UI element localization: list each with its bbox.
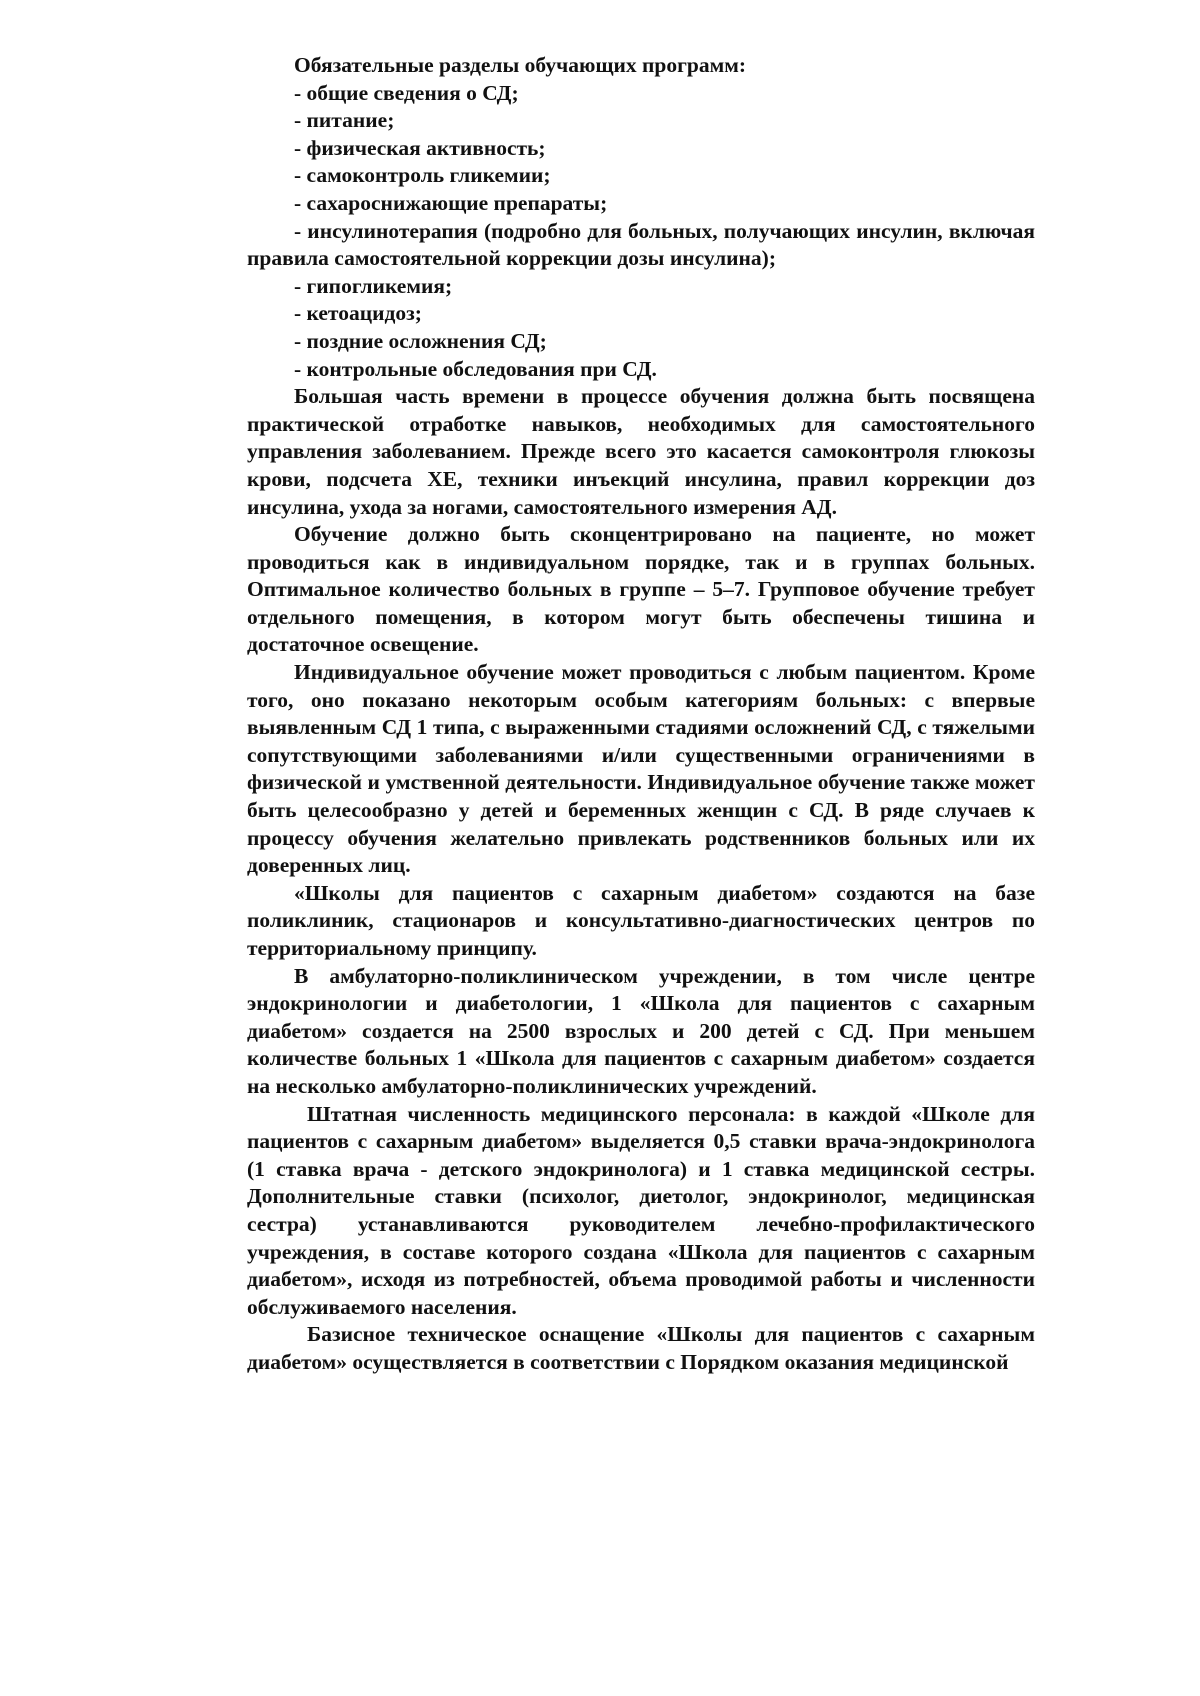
list-item: - самоконтроль гликемии; bbox=[294, 163, 551, 188]
list-item: - общие сведения о СД; bbox=[294, 80, 519, 105]
list-item: - гипогликемия; bbox=[294, 273, 453, 298]
list-item: - физическая активность; bbox=[294, 135, 546, 160]
paragraph-individual-training: Индивидуальное обучение может проводиться с любым пациентом. Кроме того, оно показано некоторым особым категориям больных: с впервые выявленным СД 1 типа, с выраженными стадиями осложнений СД, с тяжелыми сопутствующими заболеваниями и/или существенными ограничениями в физической и умственной деятельности. Индивидуальное обучение также может быть целесообразно у детей и беременных женщин с СД. В ряде случаев к процессу обучения желательно привлекать родственников больных или их доверенных лиц. bbox=[247, 660, 1035, 878]
list-item: - сахароснижающие препараты; bbox=[294, 190, 608, 215]
program-sections-list bbox=[247, 80, 1035, 384]
list-item: - контрольные обследования при СД. bbox=[294, 356, 657, 381]
list-item: - инсулинотерапия (подробно для больных, получающих инсулин, включая правила самостоятельной коррекции дозы инсулина); bbox=[247, 218, 1035, 271]
program-sections-heading: Обязательные разделы обучающих программ: bbox=[294, 53, 747, 77]
paragraph-equipment: Базисное техническое оснащение «Школы для пациентов с сахарным диабетом» осуществляется в соответствии с Порядком оказания медицинской bbox=[247, 1322, 1035, 1374]
list-item: - питание; bbox=[294, 108, 395, 133]
paragraph-staffing: Штатная численность медицинского персонала: в каждой «Школе для пациентов с сахарным диабетом» выделяется 0,5 ставки врача-эндокринолога (1 ставка врача - детского эндокринолога) и 1 ставка медицинской сестры. Дополнительные ставки (психолог, диетолог, эндокринолог, медицинская сестра) устанавливаются руководителем лечебно-профилактического учреждения, в составе которого создана «Школа для пациентов с сахарным диабетом», исходя из потребностей, объема проводимой работы и численности обслуживаемого населения. bbox=[247, 1101, 1035, 1319]
list-item: - кетоацидоз; bbox=[294, 301, 422, 326]
paragraph-group-training: Обучение должно быть сконцентрировано на пациенте, но может проводиться как в индивидуальном порядке, так и в группах больных. Оптимальное количество больных в группе – 5–7. Групповое обучение требует отдельного помещения, в котором могут быть обеспечены тишина и достаточное освещение. bbox=[247, 522, 1035, 657]
paragraph-outpatient-school: В амбулаторно-поликлиническом учреждении, в том числе центре эндокринологии и диабетологии, 1 «Школа для пациентов с сахарным диабетом» создается на 2500 взрослых и 200 детей с СД. При меньшем количестве больных 1 «Школа для пациентов с сахарным диабетом» создается на несколько амбулаторно-поликлинических учреждений. bbox=[247, 963, 1035, 1098]
paragraph-practical-training: Большая часть времени в процессе обучения должна быть посвящена практической отработке навыков, необходимых для самостоятельного управления заболеванием. Прежде всего это касается самоконтроля глюкозы крови, подсчета ХЕ, техники инъекций инсулина, правил коррекции доз инсулина, ухода за ногами, самостоятельного измерения АД. bbox=[247, 384, 1035, 519]
paragraph-school-creation: «Школы для пациентов с сахарным диабетом» создаются на базе поликлиник, стационаров и консультативно-диагностических центров по территориальному принципу. bbox=[247, 880, 1035, 960]
document-page bbox=[247, 52, 1035, 1377]
list-item: - поздние осложнения СД; bbox=[294, 328, 547, 353]
